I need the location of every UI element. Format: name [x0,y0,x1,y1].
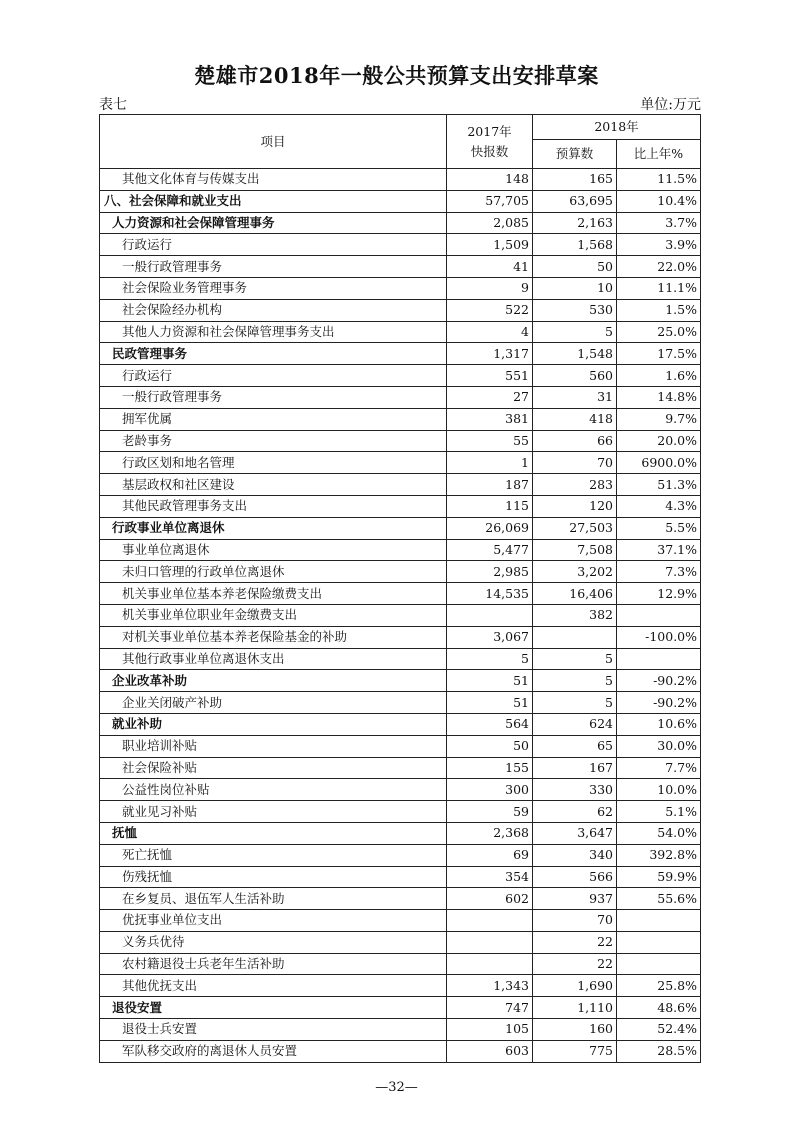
row-item-name: 人力资源和社会保障管理事务 [100,212,447,234]
table-row [100,321,701,343]
row-budget-value: 340 [533,844,617,866]
row-ratio-value [617,604,701,626]
row-2017-value: 155 [447,757,533,779]
row-2017-value [447,910,533,932]
table-row [100,343,701,365]
row-2017-value: 381 [447,408,533,430]
row-item-name: 退役安置 [100,997,447,1019]
row-2017-value [447,953,533,975]
row-2017-value [447,931,533,953]
table-row [100,822,701,844]
row-2017-value: 115 [447,495,533,517]
table-row [100,583,701,605]
row-2017-value: 59 [447,801,533,823]
row-item-name: 未归口管理的行政单位离退休 [100,561,447,583]
row-ratio-value: 51.3% [617,474,701,496]
table-row [100,190,701,212]
row-item-name: 拥军优属 [100,408,447,430]
row-ratio-value: -100.0% [617,626,701,648]
row-ratio-value [617,648,701,670]
row-item-name: 就业见习补贴 [100,801,447,823]
row-item-name: 退役士兵安置 [100,1019,447,1041]
row-ratio-value: 30.0% [617,735,701,757]
row-item-name: 抚恤 [100,822,447,844]
header-ratio: 比上年% [617,140,701,169]
row-item-name: 伤残抚恤 [100,866,447,888]
row-item-name: 义务兵优待 [100,931,447,953]
table-row [100,474,701,496]
row-ratio-value: 5.5% [617,517,701,539]
row-ratio-value: 11.1% [617,277,701,299]
row-2017-value: 51 [447,670,533,692]
row-budget-value: 50 [533,256,617,278]
table-row [100,801,701,823]
table-row [100,386,701,408]
row-budget-value: 5 [533,692,617,714]
row-item-name: 军队移交政府的离退休人员安置 [100,1040,447,1062]
row-ratio-value [617,931,701,953]
row-budget-value: 418 [533,408,617,430]
table-row [100,735,701,757]
table-label: 表七 [99,97,127,113]
table-row [100,713,701,735]
table-row [100,452,701,474]
row-ratio-value: -90.2% [617,670,701,692]
table-row [100,561,701,583]
row-ratio-value: 52.4% [617,1019,701,1041]
row-budget-value: 2,163 [533,212,617,234]
header-budget: 预算数 [533,140,617,169]
table-row [100,692,701,714]
table-row [100,169,701,191]
row-budget-value: 167 [533,757,617,779]
row-budget-value: 1,568 [533,234,617,256]
table-row [100,670,701,692]
row-2017-value: 69 [447,844,533,866]
row-ratio-value: 20.0% [617,430,701,452]
row-budget-value: 3,647 [533,822,617,844]
row-item-name: 一般行政管理事务 [100,386,447,408]
row-2017-value: 27 [447,386,533,408]
table-row [100,604,701,626]
row-2017-value: 2,085 [447,212,533,234]
row-2017-value: 522 [447,299,533,321]
row-budget-value: 3,202 [533,561,617,583]
row-budget-value: 624 [533,713,617,735]
row-2017-value: 105 [447,1019,533,1041]
table-row [100,997,701,1019]
row-ratio-value: 12.9% [617,583,701,605]
header-2017: 2017年 快报数 [447,115,533,169]
row-item-name: 事业单位离退休 [100,539,447,561]
row-item-name: 在乡复员、退伍军人生活补助 [100,888,447,910]
row-ratio-value [617,953,701,975]
table-row [100,779,701,801]
row-budget-value: 16,406 [533,583,617,605]
table-row [100,888,701,910]
table-row [100,539,701,561]
row-ratio-value: 59.9% [617,866,701,888]
row-item-name: 机关事业单位基本养老保险缴费支出 [100,583,447,605]
row-item-name: 农村籍退役士兵老年生活补助 [100,953,447,975]
row-budget-value: 70 [533,910,617,932]
row-item-name: 对机关事业单位基本养老保险基金的补助 [100,626,447,648]
row-2017-value [447,604,533,626]
row-ratio-value: 7.3% [617,561,701,583]
table-row [100,975,701,997]
row-2017-value: 4 [447,321,533,343]
row-ratio-value: 10.0% [617,779,701,801]
row-item-name: 社会保险经办机构 [100,299,447,321]
table-row [100,234,701,256]
row-item-name: 民政管理事务 [100,343,447,365]
row-2017-value: 1 [447,452,533,474]
row-ratio-value: 54.0% [617,822,701,844]
row-ratio-value: 9.7% [617,408,701,430]
row-2017-value: 2,985 [447,561,533,583]
row-2017-value: 41 [447,256,533,278]
row-2017-value: 1,509 [447,234,533,256]
row-ratio-value: 14.8% [617,386,701,408]
table-body [100,169,701,1063]
row-item-name: 其他民政管理事务支出 [100,495,447,517]
table-row [100,408,701,430]
row-item-name: 行政区划和地名管理 [100,452,447,474]
row-budget-value: 65 [533,735,617,757]
row-item-name: 行政运行 [100,365,447,387]
row-budget-value: 5 [533,648,617,670]
row-item-name: 行政运行 [100,234,447,256]
row-item-name: 社会保险业务管理事务 [100,277,447,299]
row-ratio-value: 10.6% [617,713,701,735]
row-budget-value [533,626,617,648]
row-2017-value: 602 [447,888,533,910]
row-ratio-value: 5.1% [617,801,701,823]
row-2017-value: 5 [447,648,533,670]
row-budget-value: 22 [533,931,617,953]
row-budget-value: 775 [533,1040,617,1062]
table-row [100,953,701,975]
table-row [100,1040,701,1062]
row-2017-value: 57,705 [447,190,533,212]
table-row [100,299,701,321]
row-budget-value: 566 [533,866,617,888]
table-row [100,931,701,953]
row-item-name: 职业培训补贴 [100,735,447,757]
row-ratio-value: 55.6% [617,888,701,910]
row-2017-value: 2,368 [447,822,533,844]
row-budget-value: 31 [533,386,617,408]
row-budget-value: 1,110 [533,997,617,1019]
row-ratio-value: 48.6% [617,997,701,1019]
row-item-name: 其他文化体育与传媒支出 [100,169,447,191]
row-2017-value: 603 [447,1040,533,1062]
row-2017-value: 51 [447,692,533,714]
row-item-name: 企业改革补助 [100,670,447,692]
row-budget-value: 63,695 [533,190,617,212]
row-budget-value: 165 [533,169,617,191]
row-budget-value: 66 [533,430,617,452]
table-row [100,430,701,452]
row-ratio-value: 17.5% [617,343,701,365]
row-2017-value: 564 [447,713,533,735]
row-2017-value: 50 [447,735,533,757]
row-item-name: 基层政权和社区建设 [100,474,447,496]
row-item-name: 就业补助 [100,713,447,735]
row-ratio-value: 3.9% [617,234,701,256]
row-ratio-value: 3.7% [617,212,701,234]
row-2017-value: 26,069 [447,517,533,539]
table-row [100,212,701,234]
row-2017-value: 148 [447,169,533,191]
row-item-name: 优抚事业单位支出 [100,910,447,932]
row-budget-value: 560 [533,365,617,387]
row-ratio-value: 392.8% [617,844,701,866]
table-row [100,517,701,539]
row-budget-value: 330 [533,779,617,801]
row-budget-value: 283 [533,474,617,496]
row-item-name: 机关事业单位职业年金缴费支出 [100,604,447,626]
row-item-name: 企业关闭破产补助 [100,692,447,714]
table-row [100,495,701,517]
row-item-name: 其他行政事业单位离退休支出 [100,648,447,670]
row-ratio-value: 6900.0% [617,452,701,474]
row-ratio-value: 22.0% [617,256,701,278]
page-number: —32— [375,1080,418,1095]
row-ratio-value: 25.0% [617,321,701,343]
row-budget-value: 7,508 [533,539,617,561]
table-row [100,757,701,779]
row-budget-value: 120 [533,495,617,517]
table-row [100,844,701,866]
row-item-name: 其他人力资源和社会保障管理事务支出 [100,321,447,343]
row-2017-value: 5,477 [447,539,533,561]
unit-label: 单位:万元 [640,97,701,113]
header-2018: 2018年 [533,115,701,140]
row-ratio-value: 1.6% [617,365,701,387]
row-ratio-value: 11.5% [617,169,701,191]
row-2017-value: 3,067 [447,626,533,648]
row-item-name: 老龄事务 [100,430,447,452]
row-ratio-value: 1.5% [617,299,701,321]
table-row [100,866,701,888]
row-2017-value: 1,343 [447,975,533,997]
table-row [100,626,701,648]
table-row [100,910,701,932]
row-2017-value: 300 [447,779,533,801]
row-ratio-value: 37.1% [617,539,701,561]
row-budget-value: 382 [533,604,617,626]
page-title: 楚雄市2018年一般公共预算支出安排草案 [194,63,599,88]
row-budget-value: 5 [533,321,617,343]
row-ratio-value: 7.7% [617,757,701,779]
table-row [100,365,701,387]
header-item: 项目 [100,115,447,169]
row-budget-value: 5 [533,670,617,692]
row-item-name: 社会保险补贴 [100,757,447,779]
row-item-name: 其他优抚支出 [100,975,447,997]
table-row [100,277,701,299]
budget-table [99,114,701,1063]
row-2017-value: 1,317 [447,343,533,365]
row-budget-value: 22 [533,953,617,975]
row-item-name: 一般行政管理事务 [100,256,447,278]
row-budget-value: 27,503 [533,517,617,539]
row-2017-value: 14,535 [447,583,533,605]
row-budget-value: 1,690 [533,975,617,997]
row-2017-value: 354 [447,866,533,888]
row-budget-value: 160 [533,1019,617,1041]
row-item-name: 行政事业单位离退休 [100,517,447,539]
row-budget-value: 1,548 [533,343,617,365]
table-row [100,256,701,278]
row-budget-value: 530 [533,299,617,321]
row-ratio-value: 28.5% [617,1040,701,1062]
row-ratio-value: 4.3% [617,495,701,517]
row-item-name: 八、社会保障和就业支出 [100,190,447,212]
row-2017-value: 551 [447,365,533,387]
row-budget-value: 10 [533,277,617,299]
table-row [100,648,701,670]
row-ratio-value [617,910,701,932]
row-budget-value: 62 [533,801,617,823]
row-item-name: 公益性岗位补贴 [100,779,447,801]
row-2017-value: 9 [447,277,533,299]
row-ratio-value: 25.8% [617,975,701,997]
row-budget-value: 70 [533,452,617,474]
row-2017-value: 55 [447,430,533,452]
row-2017-value: 747 [447,997,533,1019]
row-2017-value: 187 [447,474,533,496]
row-ratio-value: -90.2% [617,692,701,714]
row-ratio-value: 10.4% [617,190,701,212]
row-budget-value: 937 [533,888,617,910]
table-row [100,1019,701,1041]
row-item-name: 死亡抚恤 [100,844,447,866]
